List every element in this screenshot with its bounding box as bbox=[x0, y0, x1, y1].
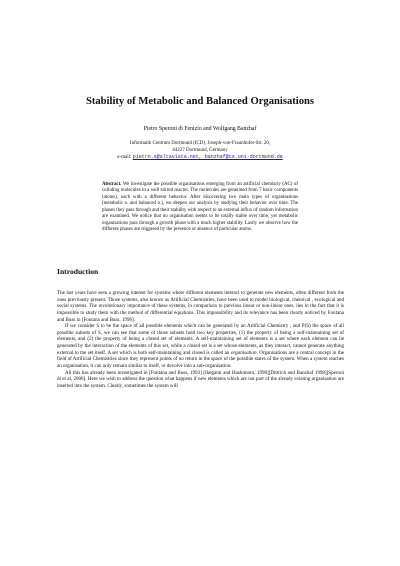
affiliation-block bbox=[60, 141, 340, 162]
paragraph-text: . Organisations are a central concept in the field of Artificial Chemistries since they represent points of no return in the space of the possible states of the system. When a system reaches an organisation, it can only remain similar to itself, or devolve into a sub-organisation. bbox=[57, 349, 344, 369]
paragraph bbox=[57, 323, 344, 369]
email-prefix: e-mail: bbox=[117, 155, 133, 161]
emphasized-term: organisation bbox=[230, 349, 257, 356]
paragraph: The last years have seen a growing interest for systems where different elements interact to generate new elements, often different from the ones previously present. Those systems, also known as Artificial Chemistries, have been used to model biological, chemical , ecological and social systems. The revolutionary importance of these systems, in comparison to previous linear or non-linear ones, lies in the fact that it is impossible to study them with the method of differential equations. This impossibility and its relevance has been clearly noticed by Fontana and Buss in [Fontana and Buss, 1996]. bbox=[57, 290, 344, 323]
paper-title: Stability of Metabolic and Balanced Organisations bbox=[85, 96, 315, 107]
introduction-body bbox=[57, 290, 344, 389]
paragraph-text: If we consider S to be the space of all possible elements which can be generated by an Artificial Chemistry , and P(S) the space of all possible subsets of S, we can see that some of those subsets hold two key properties, (1) the property of being a self-maintaining set of elements, and (2) the property of being a closed set of elements. A self-maintaining set of elements is a set where each element can be generated by the interaction of the elements of this set, while a closed set is a set whose elements, as they interact, cannot generate anything external to the set itself. A set which is both self-maintaining and closed is called an bbox=[57, 323, 344, 356]
abstract-label: Abstract. bbox=[102, 182, 122, 187]
affiliation-line: 44227 Dortmund, Germany bbox=[172, 147, 228, 153]
affiliation-line: Informatik Centrum Dortmund (ICD), Joseph-von-Fraunhofer-Str. 20, bbox=[129, 141, 271, 146]
abstract-text: We investigate the possible organisations emerging from an artificial chemistry (AC) of colliding molecules in a well stirred reactor. The molecules are generated from 7 basic components (atoms), each with a different behavior. After discovering two main types of organisations (metabolic o. and balanced o.), we deepen our analysis by studying their behavior over time. The phases they pass through and their stability with respect to an external influx of random information are examined. We notice that no organisation seems to be totally stable over time, yet metabolic organisations pass through a growth phase with a much higher stability. Lastly we observe how the different phases are triggered by the presence or absence of particular atoms. bbox=[102, 182, 298, 233]
author-list: Pietro Speroni di Fenizio and Wolfgang Banzhaf bbox=[143, 126, 257, 132]
abstract bbox=[102, 182, 298, 234]
email-line bbox=[60, 154, 340, 162]
section-heading-introduction: Introduction bbox=[57, 267, 99, 276]
paragraph: All this has already been investigated in [Fontana and Buss, 1993] [Ikegami and Hashimoto, 1998][Dittrich and Banzhaf 1998][Speroni di et al, 2000]. Here we wish to address the question what happens if new elements which are not part of the already existing organisation are inserted into the system. Clearly, sometimes the system will bbox=[57, 369, 344, 389]
email-links[interactable]: pietro.s@altavista.net, banzhaf@cs.uni-dortmund.de bbox=[132, 154, 283, 161]
